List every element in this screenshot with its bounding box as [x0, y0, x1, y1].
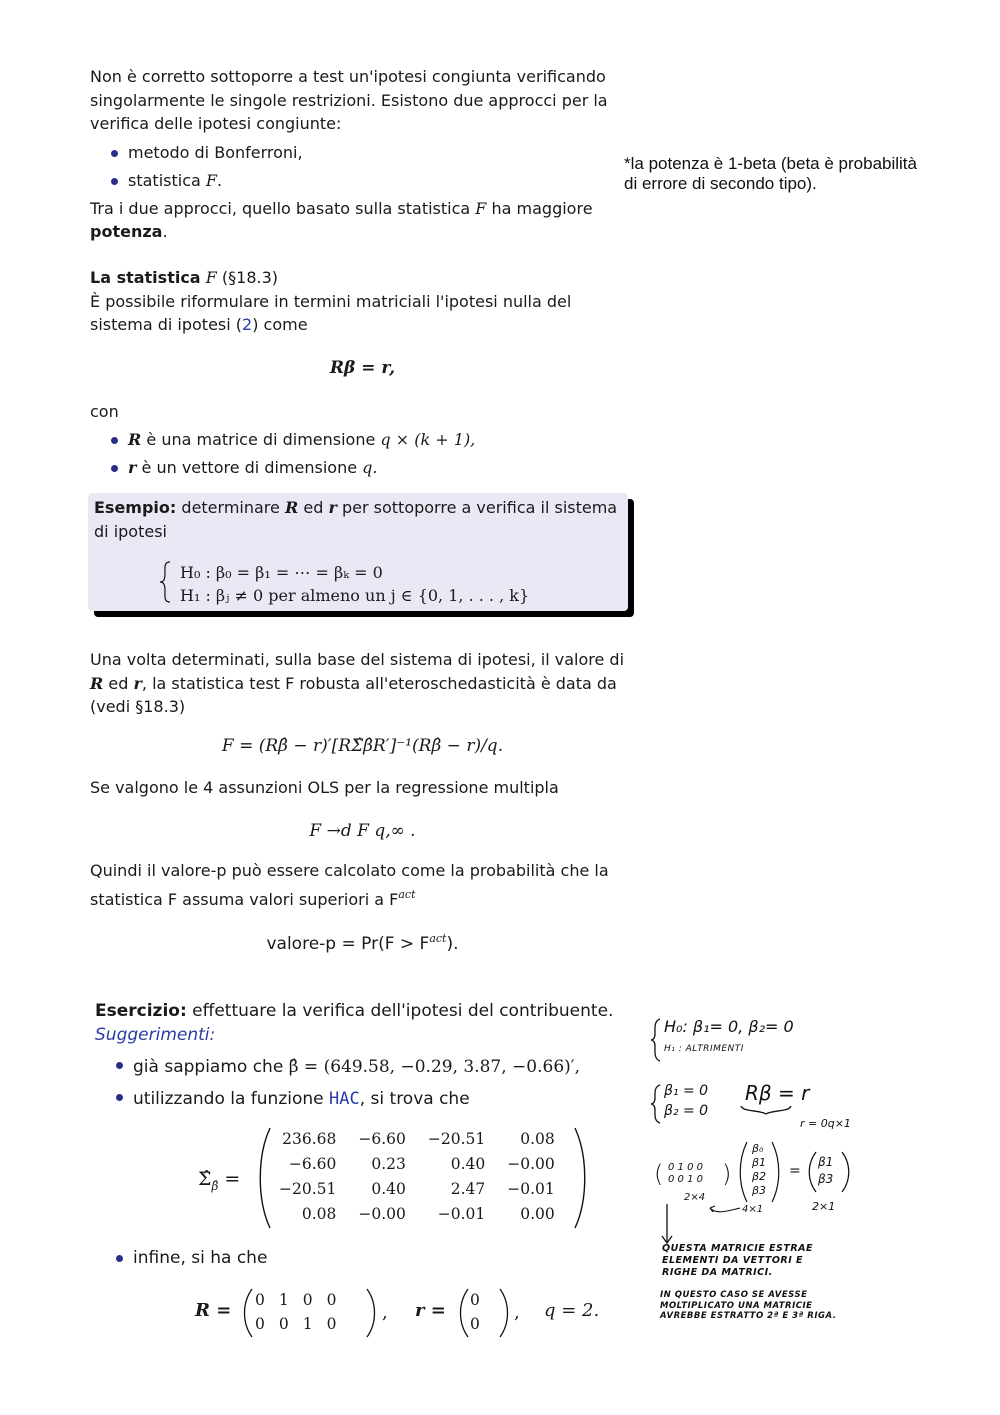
sigma-label: $\Sigmâ_{\betâ}$ =	[198, 1168, 241, 1193]
exercise-section	[95, 1000, 635, 1115]
intro-line: singolarmente le singole restrizioni. Esistono due approcci per la	[90, 90, 608, 110]
equation-ref-link[interactable]: 2	[242, 315, 253, 334]
handwritten-rbeta: Rβ = r	[745, 1081, 810, 1105]
handwritten-rdim: r = 0q×1	[800, 1117, 851, 1130]
handwritten-note-2: IN QUESTO CASO SE AVESSE MOLTIPLICATO UNA MATRICIE AVREBBE ESTRATTO 2ª E 3ª RIGA.	[660, 1290, 837, 1321]
robust-f-section	[90, 648, 635, 957]
right-paren-icon	[770, 1140, 782, 1204]
handwritten-dim-4x1: 4×1	[742, 1204, 764, 1215]
R-label: R =	[195, 1300, 232, 1321]
matrix-cell: 0.08	[301, 1204, 337, 1223]
matrix-cell: 0.40	[450, 1154, 486, 1173]
matrix-cell: 0	[326, 1315, 337, 1333]
side-note: *la potenza è 1-beta (beta è probabilità di errore di secondo tipo).	[624, 154, 917, 193]
matrix-row	[268, 1176, 566, 1201]
hac-function-link[interactable]: HAC	[329, 1089, 360, 1109]
q-value: q = 2.	[544, 1300, 600, 1321]
matrix-cell: 0	[326, 1291, 337, 1309]
matrix-cell: −0.01	[437, 1204, 486, 1223]
hint-heading: Suggerimenti:	[95, 1024, 216, 1045]
power-sentence: Tra i due approcci, quello basato sulla statistica F ha maggiore	[90, 198, 593, 218]
matrix-cell: 0.40	[371, 1179, 406, 1198]
equation-rbeta: Rβ = r,	[329, 357, 396, 378]
handwritten-result-vector: β1 β3	[818, 1155, 834, 1186]
list-item-infine: infine, si ha che	[95, 1244, 635, 1272]
fstat-section	[90, 266, 635, 482]
body-line: R ed r, la statistica test F robusta all'eteroschedasticità è data da	[90, 673, 617, 693]
matrix-cell: −20.51	[427, 1129, 486, 1148]
list-item-beta-hat: già sappiamo che β̂ = (649.58, −0.29, 3.87, −0.66)′,	[95, 1051, 635, 1083]
fstat-line: sistema di ipotesi (2) come	[90, 315, 308, 334]
left-paren-icon	[737, 1140, 749, 1204]
handwritten-h0: H₀: β₁= 0, β₂= 0	[664, 1017, 794, 1036]
pvalue-line: Quindi il valore-p può essere calcolato come la probabilità che la	[90, 861, 609, 880]
matrix-row	[268, 1126, 566, 1151]
left-brace-icon	[158, 561, 172, 603]
list-item-bonferroni: metodo di Bonferroni,	[90, 139, 635, 167]
matrix-row	[463, 1312, 487, 1336]
matrix-cell: −6.60	[288, 1154, 337, 1173]
final-hint	[95, 1244, 635, 1272]
matrix-cell: −0.00	[507, 1154, 555, 1173]
matrix-cell: 0	[470, 1291, 480, 1309]
matrix-cell: 1	[302, 1315, 313, 1333]
body-line: (vedi §18.3)	[90, 697, 186, 716]
power-sentence-end: potenza.	[90, 222, 168, 241]
matrix-row	[248, 1312, 344, 1336]
intro-line: verifica delle ipotesi congiunte:	[90, 114, 342, 133]
handwritten-brace-icon	[650, 1018, 662, 1062]
handwritten-matrix: 0 1 0 0 0 0 1 0	[668, 1162, 703, 1185]
matrix-cell: 0	[255, 1315, 265, 1333]
matrix-cell: 2.47	[450, 1179, 486, 1198]
handwritten-brace-icon	[650, 1084, 662, 1124]
matrix-cell: −20.51	[279, 1179, 337, 1198]
intro-block	[90, 65, 635, 244]
right-paren-icon	[498, 1287, 512, 1339]
body-line: Una volta determinati, sulla base del sistema di ipotesi, il valore di	[90, 650, 625, 669]
r-label: r =	[415, 1300, 446, 1321]
right-paren-icon	[572, 1126, 590, 1230]
matrix-cell: −0.00	[358, 1204, 406, 1223]
sigma-matrix	[268, 1126, 566, 1226]
arrow-icon	[655, 1196, 750, 1248]
handwritten-s2: β₂ = 0	[664, 1103, 709, 1119]
matrix-row	[463, 1288, 487, 1312]
matrix-cell: 0	[278, 1315, 289, 1333]
pvalue-equation: valore-p = $Pr(F > F^{act})$.	[266, 932, 459, 954]
f-statistic-equation: F = (Rβ̂ − r)′[RΣ̂β̂R′]⁻¹(Rβ̂ − r)/q.	[221, 735, 504, 756]
matrix-cell: −6.60	[358, 1129, 406, 1148]
matrix-cell: 0.23	[371, 1154, 406, 1173]
handwritten-dim-2x1: 2×1	[812, 1200, 836, 1213]
right-paren-icon	[840, 1150, 852, 1194]
handwritten-dim-2x4: 2×4	[684, 1192, 706, 1203]
convergence-equation: F →d F q,∞ .	[309, 820, 416, 841]
pvalue-line: statistica F assuma valori superiori a $F^{act}$	[90, 887, 416, 909]
list-item-R: R è una matrice di dimensione q × (k + 1),	[90, 426, 635, 454]
matrix-cell: 0	[302, 1291, 313, 1309]
matrix-row	[268, 1201, 566, 1226]
matrix-cell: 0.00	[520, 1204, 555, 1223]
R-matrix	[248, 1288, 344, 1336]
handwritten-note: QUESTA MATRICIE ESTRAE ELEMENTI DA VETTORI E RIGHE DA MATRICI.	[662, 1243, 814, 1278]
matrix-cell: −0.01	[507, 1179, 555, 1198]
example-block	[88, 493, 628, 611]
section-heading: La statistica F (§18.3)	[90, 268, 279, 287]
list-item-r: r è un vettore di dimensione q.	[90, 454, 635, 482]
left-paren-icon	[806, 1150, 818, 1194]
matrix-row	[268, 1151, 566, 1176]
hint-list	[95, 1051, 635, 1115]
exercise-prompt: Esercizio: effettuare la verifica dell'ipotesi del contribuente.	[95, 1001, 614, 1021]
list-item-hac: utilizzando la funzione HAC, si trova che	[95, 1083, 635, 1115]
matrix-cell: 0	[255, 1291, 265, 1309]
matrix-cell: 0	[470, 1315, 480, 1333]
matrix-cell: 1	[278, 1291, 289, 1309]
handwritten-s1: β₁ = 0	[664, 1083, 709, 1099]
ols-sentence: Se valgono le 4 assunzioni OLS per la regressione multipla	[90, 778, 559, 797]
example-text: Esempio: determinare R ed r per sottoporre a verifica il sistema	[94, 498, 618, 517]
matrix-cell: 236.68	[282, 1129, 337, 1148]
matrix-row	[248, 1288, 344, 1312]
hypothesis-h0: H₀ : β₀ = β₁ = ⋯ = βₖ = 0	[180, 563, 383, 582]
con-text: con	[90, 402, 119, 421]
intro-line: Non è corretto sottoporre a test un'ipotesi congiunta verificando	[90, 67, 606, 86]
handwritten-beta-vector: β₀ β1 β2 β3	[752, 1142, 767, 1197]
matrix-cell: 0.08	[520, 1129, 555, 1148]
list-item-fstat: statistica F.	[90, 167, 635, 195]
right-paren-icon	[365, 1287, 379, 1339]
example-text: di ipotesi	[94, 521, 167, 541]
underbrace-icon	[740, 1104, 792, 1116]
hypothesis-h1: H₁ : βⱼ ≠ 0 per almeno un j ∈ {0, 1, . . . , k}	[180, 586, 530, 605]
approach-list	[90, 139, 635, 195]
hint-list-final	[95, 1244, 635, 1272]
handwritten-h1: H₁ : ALTRIMENTI	[664, 1044, 744, 1054]
definition-list	[90, 426, 635, 482]
fstat-line: È possibile riformulare in termini matriciali l'ipotesi nulla del	[90, 291, 572, 311]
r-vector	[463, 1288, 487, 1336]
